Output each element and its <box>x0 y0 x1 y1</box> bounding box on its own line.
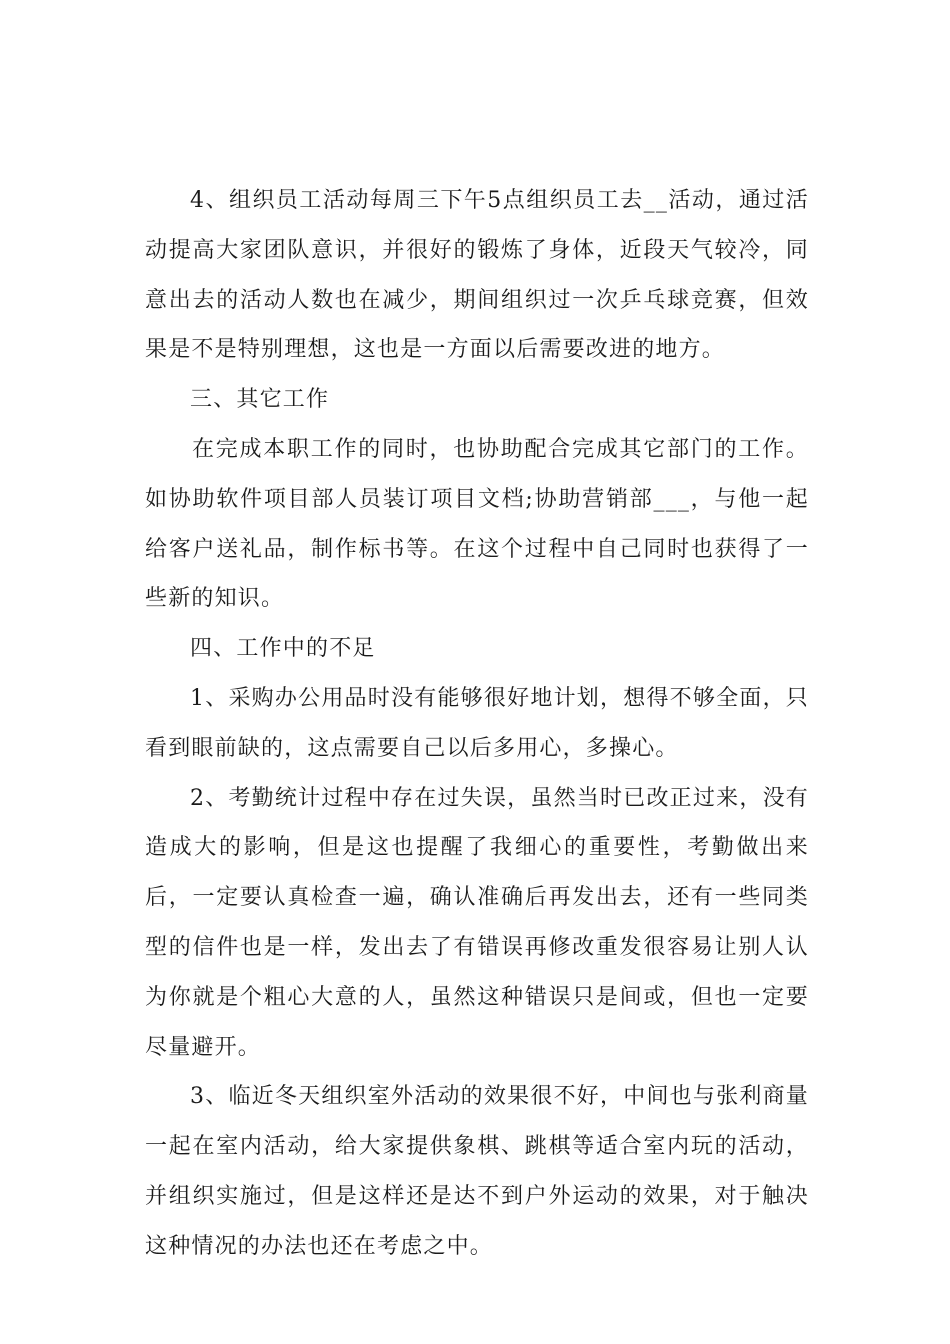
paragraph-employee-activities: 4、组织员工活动每周三下午5点组织员工去__活动，通过活动提高大家团队意识，并很好的锻炼了身体，近段天气较冷，同意出去的活动人数也在减少，期间组织过一次乒乓球竞赛，但效果是不是特别理想，这也是一方面以后需要改进的地方。 <box>145 188 809 363</box>
paragraph-other-work: 在完成本职工作的同时，也协助配合完成其它部门的工作。如协助软件项目部人员装订项目文档;协助营销部___，与他一起给客户送礼品，制作标书等。在这个过程中自己同时也获得了一些新的知识。 <box>145 436 809 612</box>
paragraph-shortcoming-attendance: 2、考勤统计过程中存在过失误，虽然当时已改正过来，没有造成大的影响，但是这也提醒了我细心的重要性，考勤做出来后，一定要认真检查一遍，确认准确后再发出去，还有一些同类型的信件也是一样，发出去了有错误再修改重发很容易让别人认为你就是个粗心大意的人，虽然这种错误只是间或，但也一定要尽量避开。 <box>145 785 809 1060</box>
paragraph-shortcoming-purchasing: 1、采购办公用品时没有能够很好地计划，想得不够全面，只看到眼前缺的，这点需要自己以后多用心，多操心。 <box>145 685 809 761</box>
section-heading-shortcomings: 四、工作中的不足 <box>190 636 376 662</box>
paragraph-shortcoming-winter-activities: 3、临近冬天组织室外活动的效果很不好，中间也与张利商量一起在室内活动，给大家提供象棋、跳棋等适合室内玩的活动，并组织实施过，但是这样还是达不到户外运动的效果，对于触决这种情况的办法也还在考虑之中。 <box>145 1084 809 1259</box>
document-body <box>145 176 809 1272</box>
section-heading-other-work: 三、其它工作 <box>190 387 330 413</box>
